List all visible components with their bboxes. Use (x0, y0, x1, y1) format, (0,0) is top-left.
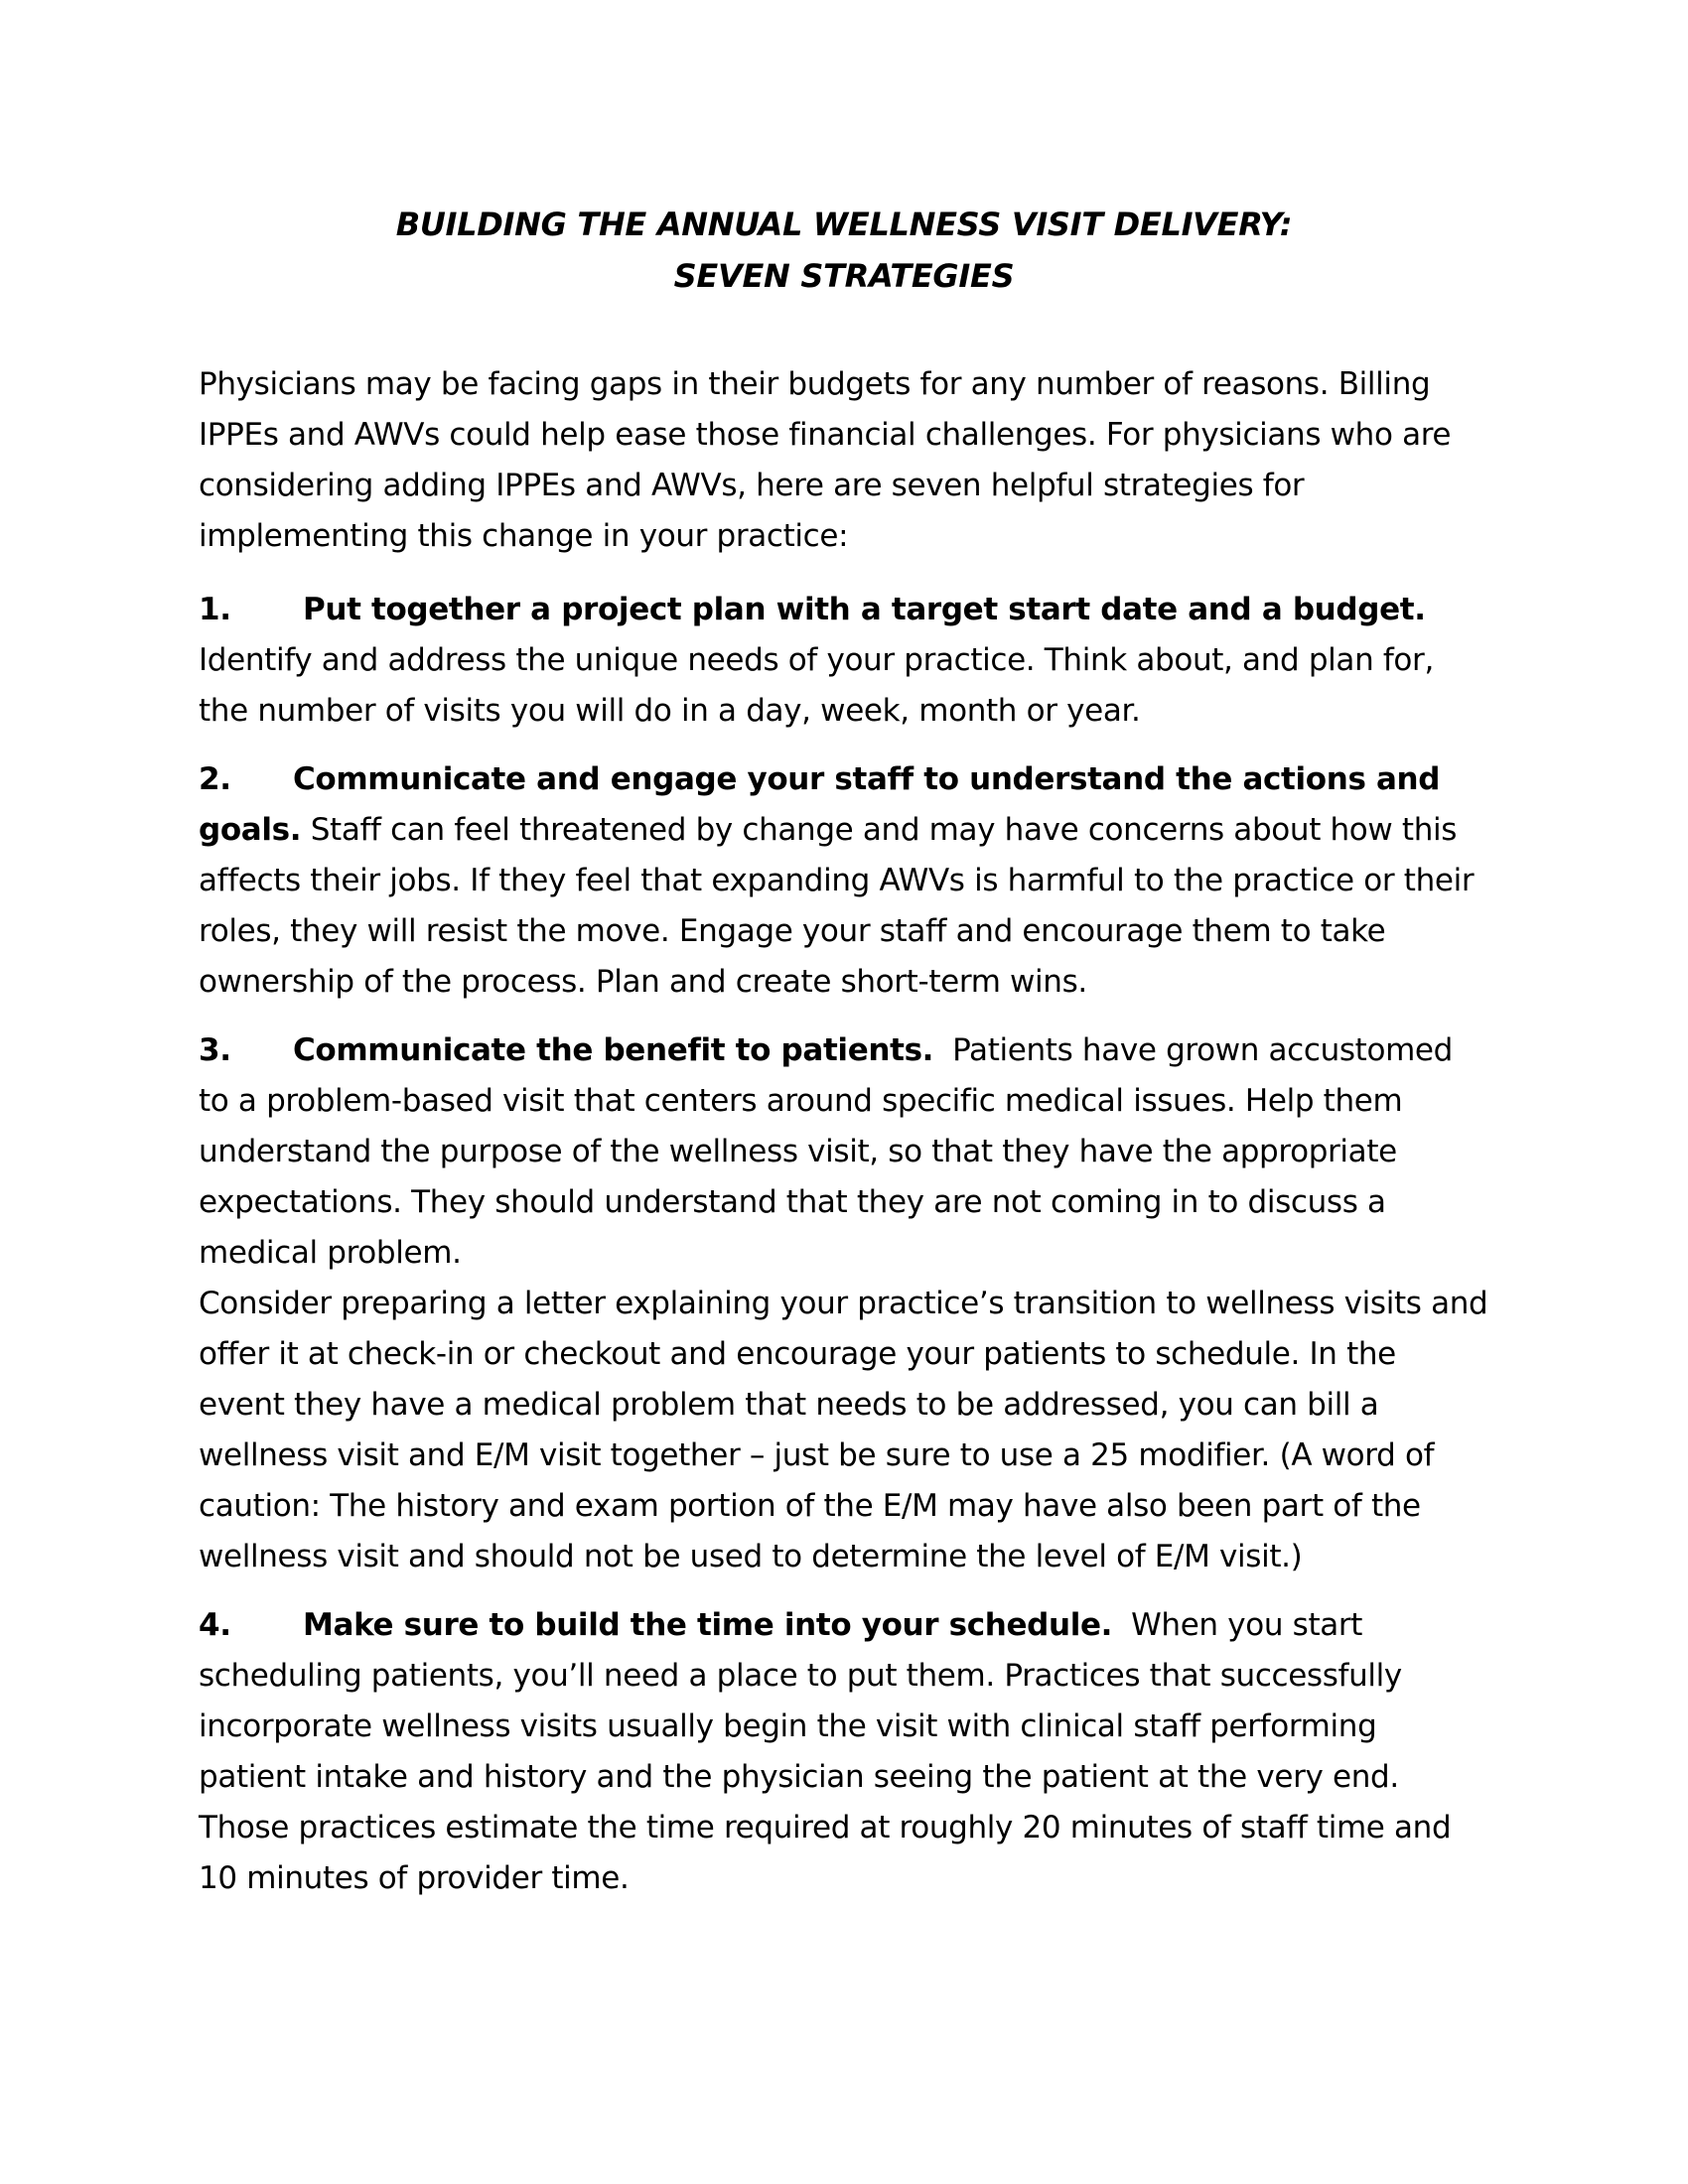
strategy-body: Identify and address the unique needs of your practice. Think about, and plan for, the number of visits you will do in a day, week, month or year. (199, 642, 1434, 729)
document-content (199, 199, 1489, 1922)
intro-paragraph: Physicians may be facing gaps in their budgets for any number of reasons. Billing IPPEs and AWVs could help ease those financial challenges. For physicians who are considering adding IPPEs and AWVs, here are seven helpful strategies for implementing this change in your practice: (199, 366, 1452, 554)
strategy-heading: Put together a project plan with a target start date and a budget. (303, 592, 1426, 627)
strategy-number: 4. (199, 1607, 231, 1643)
strategy-number: 2. (199, 761, 231, 797)
strategy-4 (199, 1600, 1489, 1904)
strategy-number: 3. (199, 1032, 231, 1068)
strategy-body: Patients have grown accustomed to a problem-based visit that centers around specific medical issues. Help them understand the purpose of the wellness visit, so that they have the appropriate expectations. They should understand that they are not coming in to discuss a medical problem. (199, 1032, 1453, 1271)
strategy-body: Staff can feel threatened by change and may have concerns about how this affects their jobs. If they feel that expanding AWVs is harmful to the practice or their roles, they will resist the move. Engage your staff and encourage them to take ownership of the process. Plan and create short-term wins. (199, 812, 1475, 1000)
strategy-3 (199, 1025, 1489, 1279)
strategy-2 (199, 754, 1489, 1008)
strategy-heading: Communicate and engage your staff to understand the actions and goals. (199, 761, 1441, 848)
title-line-1: BUILDING THE ANNUAL WELLNESS VISIT DELIVERY: (395, 205, 1293, 243)
strategy-heading: Make sure to build the time into your schedule. (303, 1607, 1113, 1643)
strategy-heading: Communicate the benefit to patients. (293, 1032, 934, 1068)
strategy-number: 1. (199, 592, 231, 627)
title-line-2: SEVEN STRATEGIES (673, 257, 1015, 295)
strategy-1 (199, 585, 1489, 737)
strategy-body: When you start scheduling patients, you’ll need a place to put them. Practices that successfully incorporate wellness visits usually begin the visit with clinical staff performing patient intake and history and the physician seeing the patient at the very end. Those practices estimate the time required at roughly 20 minutes of staff time and 10 minutes of provider time. (199, 1607, 1452, 1896)
document-title (199, 199, 1489, 302)
strategy-3-continuation: Consider preparing a letter explaining your practice’s transition to wellness visits and offer it at check-in or checkout and encourage your patients to schedule. In the event they have a medical problem that needs to be addressed, you can bill a wellness visit and E/M visit together – just be sure to use a 25 modifier. (A word of caution: The history and exam portion of the E/M may have also been part of the wellness visit and should not be used to determine the level of E/M visit.) (199, 1286, 1488, 1574)
